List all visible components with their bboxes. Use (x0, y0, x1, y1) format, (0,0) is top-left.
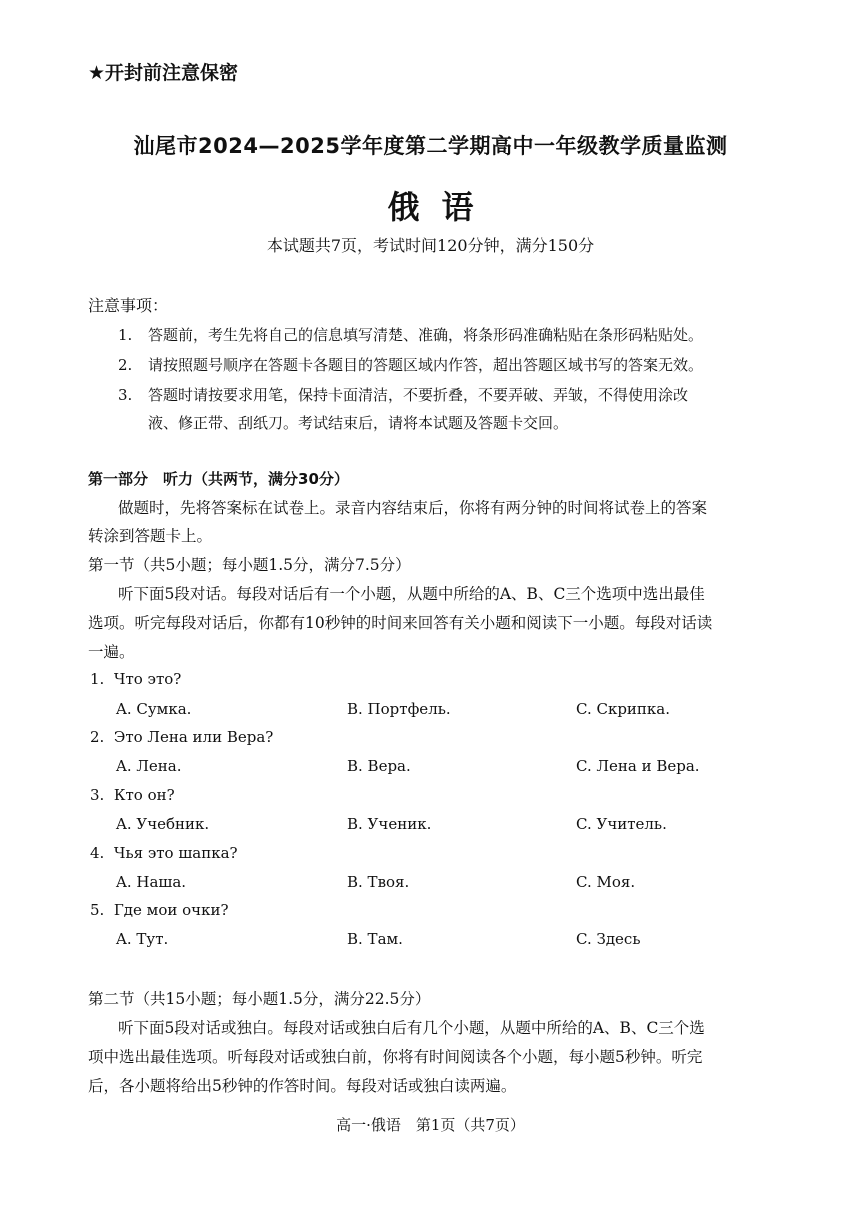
option-a: A. Сумка. (116, 700, 192, 718)
option-c: C. Учитель. (576, 815, 667, 833)
question-1 (90, 670, 181, 688)
page-footer: 高一·俄语 第1页（共7页） (336, 1116, 525, 1134)
subject-title: 俄语 (387, 188, 496, 226)
note-number: 3. (118, 386, 133, 404)
question-text: Кто он? (113, 786, 175, 804)
question-number: 1. (90, 670, 105, 688)
question-3 (90, 786, 175, 804)
option-c: C. Моя. (576, 873, 636, 891)
option-a: A. Тут. (116, 930, 169, 948)
section1-instruction: 听下面5段对话。每段对话后有一个小题，从题中所给的A、B、C三个选项中选出最佳 (118, 585, 705, 603)
note-item (118, 324, 703, 345)
notes-heading: 注意事项： (88, 296, 169, 315)
note-text-continued: 液、修正带、刮纸刀。考试结束后，请将本试题及答题卡交回。 (148, 414, 569, 432)
question-5 (90, 901, 229, 919)
option-b: B. Портфель. (347, 700, 451, 718)
option-c: C. Скрипка. (576, 700, 671, 718)
note-text: 答题前，考生先将自己的信息填写清楚、准确，将条形码准确粘贴在条形码粘贴处。 (148, 326, 704, 344)
question-number: 5. (90, 901, 105, 919)
section1-heading: 第一节（共5小题；每小题1.5分，满分7.5分） (88, 556, 411, 574)
note-text: 请按照题号顺序在答题卡各题目的答题区域内作答，超出答题区域书写的答案无效。 (148, 356, 704, 374)
section2-instruction: 后，各小题将给出5秒钟的作答时间。每段对话或独白读两遍。 (88, 1077, 517, 1095)
note-number: 2. (118, 356, 133, 374)
question-text: Это Лена или Вера? (113, 728, 274, 746)
question-number: 2. (90, 728, 105, 746)
part1-intro-line: 转涂到答题卡上。 (88, 527, 213, 545)
exam-title: 汕尾市2024—2025学年度第二学期高中一年级教学质量监测 (133, 134, 728, 158)
question-number: 3. (90, 786, 105, 804)
option-b: B. Там. (347, 930, 403, 948)
note-item (118, 384, 688, 405)
question-2 (90, 728, 273, 746)
part1-heading: 第一部分 听力（共两节，满分30分） (88, 470, 349, 488)
note-number: 1. (118, 326, 133, 344)
option-a: A. Наша. (116, 873, 187, 891)
option-a: A. Учебник. (116, 815, 210, 833)
option-c: C. Лена и Вера. (576, 757, 700, 775)
note-text: 答题时请按要求用笔，保持卡面清洁，不要折叠，不要弄破、弄皱，不得使用涂改 (148, 386, 689, 404)
option-c: C. Здесь (576, 930, 641, 948)
question-text: Где мои очки? (113, 901, 229, 919)
exam-info: 本试题共7页，考试时间120分钟，满分150分 (266, 236, 595, 255)
section2-instruction: 听下面5段对话或独白。每段对话或独白后有几个小题，从题中所给的A、B、C三个选 (118, 1019, 705, 1037)
question-text: Что это? (113, 670, 182, 688)
section2-heading: 第二节（共15小题；每小题1.5分，满分22.5分） (88, 990, 431, 1008)
section2-instruction: 项中选出最佳选项。听每段对话或独白前，你将有时间阅读各个小题，每小题5秒钟。听完 (88, 1048, 703, 1066)
option-b: B. Вера. (347, 757, 411, 775)
question-4 (90, 844, 238, 862)
part1-intro-line: 做题时，先将答案标在试卷上。录音内容结束后，你将有两分钟的时间将试卷上的答案 (118, 499, 708, 517)
option-b: B. Ученик. (347, 815, 432, 833)
option-b: B. Твоя. (347, 873, 410, 891)
section1-instruction: 一遍。 (88, 643, 135, 661)
note-item (118, 354, 703, 375)
section1-instruction: 选项。听完每段对话后，你都有10秒钟的时间来回答有关小题和阅读下一小题。每段对话读 (88, 614, 713, 632)
question-number: 4. (90, 844, 105, 862)
question-text: Чья это шапка? (113, 844, 238, 862)
option-a: A. Лена. (116, 757, 182, 775)
confidential-label: ★开封前注意保密 (88, 62, 239, 84)
